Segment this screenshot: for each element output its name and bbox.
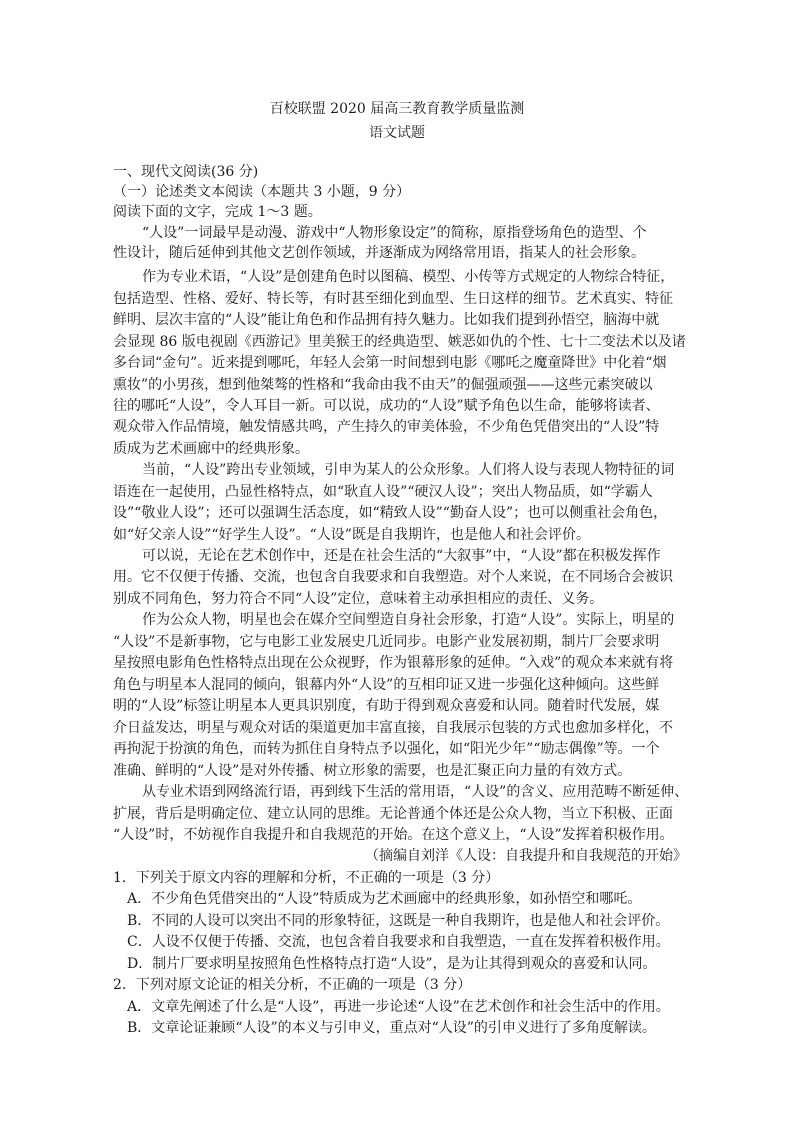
article-line: 往的哪吒“人设”，令人耳目一新。可以说，成功的“人设”赋予角色以生命，能够将读者、 [113,398,660,414]
article-line: “人设”时，不妨视作自我提升和自我规范的开始。在这个意义上，“人设”发挥着积极作用。 [113,827,674,843]
exam-subtitle: 语文试题 [369,125,425,141]
article-line: 再拘泥于扮演的角色，而转为抓住自身特点予以强化，如“阳光少年”“励志偶像”等。一个 [113,741,660,757]
article-line: 熏妆”的小男孩，想到他桀骜的性格和“我命由我不由天”的倔强顽强——这些元素突破以 [113,377,653,393]
article-line: 设”“敬业人设”；还可以强调生活态度，如“精致人设”“勤奋人设”；也可以侧重社会角色， [113,505,668,521]
article-line: 观众带入作品情境，触发情感共鸣，产生持久的审美体验，不少角色凭借突出的“人设”特 [113,419,660,435]
article-line: 可以说，无论在艺术创作中，还是在社会生活的“大叙事”中，“人设”都在积极发挥作 [142,548,661,564]
article-line: 当前，“人设”跨出专业领域，引申为某人的公众形象。人们将人设与表现人物特征的词 [142,462,675,478]
question-option: B．不同的人设可以突出不同的形象特征，这既是一种自我期许，也是他人和社会评价。 [127,913,670,929]
article-line: 别成不同角色，努力符合不同“人设”定位，意味着主动承担相应的责任、义务。 [113,591,604,607]
question-option: B．文章论证兼顾“人设”的本义与引申义，重点对“人设”的引申义进行了多角度解读。 [127,1020,656,1036]
article-source: （摘编自刘洋《人设：自我提升和自我规范的开始》 [365,848,687,864]
article-line: 语连在一起使用，凸显性格特点，如“耿直人设”“硬汉人设”；突出人物品质，如“学霸人 [113,484,653,500]
article-line: 包括造型、性格、爱好、特长等，有时甚至细化到血型、生日这样的细节。艺术真实、特征 [113,291,673,307]
question-option: D．制片厂要求明星按照角色性格特点打造“人设”，是为让其得到观众的喜爱和认同。 [127,956,657,972]
article-line: 介日益发达，明星与观众对话的渠道更加丰富直接，自我展示包装的方式也愈加多样化，不 [113,720,673,736]
sub-section-heading: （一）论述类文本阅读（本题共 3 小题，9 分） [113,184,411,200]
article-line: 作为专业术语，“人设”是创建角色时以图稿、模型、小传等方式规定的人物综合特征， [142,269,675,285]
article-line: 质成为艺术画廊中的经典形象。 [113,441,309,457]
question-stem: 1．下列关于原文内容的理解和分析，不正确的一项是（3 分） [113,870,500,886]
question-option: C．人设不仅便于传播、交流，也包含着自我要求和自我塑造，一直在发挥着积极作用。 [127,934,670,950]
article-line: “人设”一词最早是动漫、游戏中“人物形象设定”的简称，原指登场角色的造型、个 [142,225,647,241]
article-line: 扩展，背后是明确定位、建立认同的思维。无论普通个体还是公众人物，当立下积极、正面 [113,806,673,822]
article-line: 鲜明、层次丰富的“人设”能让角色和作品拥有持久魅力。比如我们提到孙悟空，脑海中就 [113,312,660,328]
article-line: 多台词“金句”。近来提到哪吒，年轻人会第一时间想到电影《哪吒之魔童降世》中化着“烟 [113,355,667,371]
article-line: 性设计，随后延伸到其他文艺创作领域，并逐渐成为网络常用语，指某人的社会形象。 [113,245,645,261]
article-line: 用。它不仅便于传播、交流，也包含自我要求和自我塑造。对个人来说，在不同场合会被识 [113,569,673,585]
article-line: 明的“人设”标签让明星本人更具识别度，有助于得到观众喜爱和认同。随着时代发展，媒 [113,698,660,714]
section-heading: 一、现代文阅读(36 分) [113,164,259,180]
article-line: 角色与明星本人混同的倾向，银幕内外“人设”的互相印证又进一步强化这种倾向。这些鲜 [113,677,660,693]
article-line: “人设”不是新事物，它与电影工业发展史几近同步。电影产业发展初期，制片厂会要求明 [113,634,660,650]
question-option: A．不少角色凭借突出的“人设”特质成为艺术画廊中的经典形象，如孙悟空和哪吒。 [127,891,642,907]
question-option: A．文章先阐述了什么是“人设”，再进一步论述“人设”在艺术创作和社会生活中的作用。 [127,999,670,1015]
reading-instruction: 阅读下面的文字，完成 1～3 题。 [113,204,322,220]
exam-title: 百校联盟 2020 届高三教育教学质量监测 [269,101,525,117]
article-line: 作为公众人物，明星也会在媒介空间塑造自身社会形象，打造“人设”。实际上，明星的 [142,612,675,628]
article-line: 如“好父亲人设”“好学生人设”。“人设”既是自我期许，也是他人和社会评价。 [113,527,590,543]
article-line: 会显现 86 版电视剧《西游记》里美猴王的经典造型、嫉恶如仇的个性、七十二变法术以及诸 [113,334,686,350]
question-stem: 2．下列对原文论证的相关分析，不正确的一项是（3 分） [113,977,472,993]
article-line: 星按照电影角色性格特点出现在公众视野，作为银幕形象的延伸。“入戏”的观众本来就有将 [113,655,674,671]
article-line: 准确、鲜明的“人设”是对外传播、树立形象的需要，也是汇聚正向力量的有效方式。 [113,763,632,779]
article-line: 从专业术语到网络流行语，再到线下生活的常用语，“人设”的含义、应用范畴不断延伸、 [142,784,689,800]
